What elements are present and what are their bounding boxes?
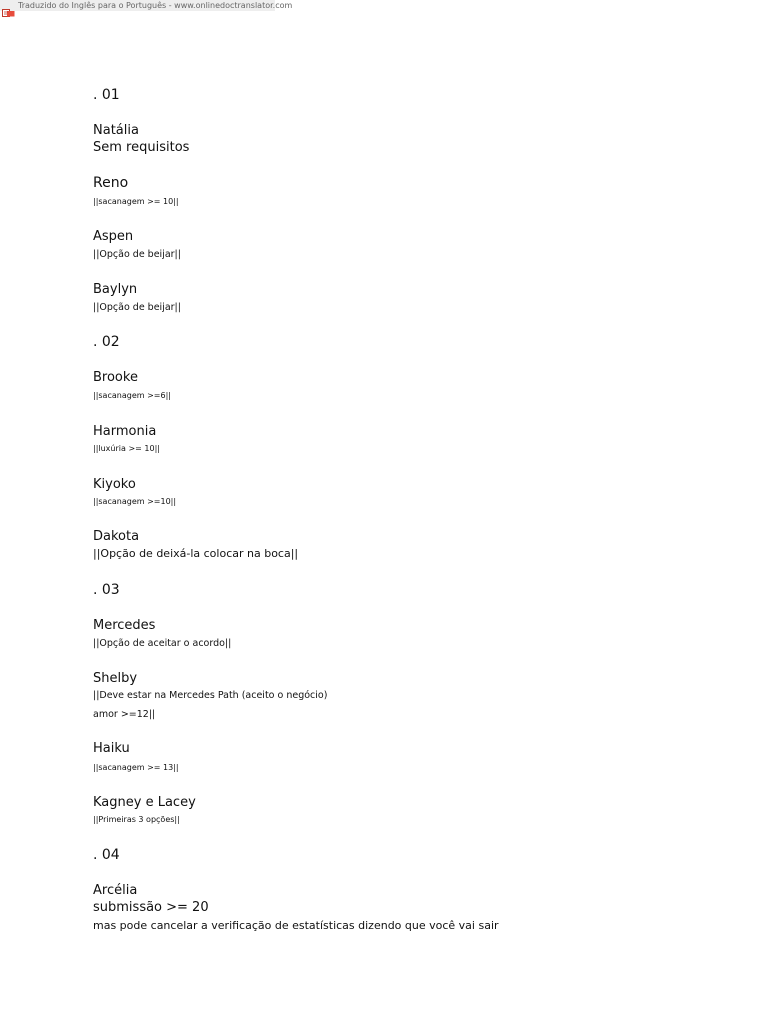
character-name-dakota: Dakota: [93, 529, 140, 544]
character-name-natalia: Natália: [93, 123, 139, 138]
requirement-text: amor >=12||: [93, 709, 156, 720]
section-heading-04: . 04: [93, 847, 120, 863]
requirement-text: ||Opção de beijar||: [93, 302, 181, 313]
character-name-shelby: Shelby: [93, 671, 138, 686]
document-translate-icon: [2, 2, 15, 10]
character-name-brooke: Brooke: [93, 370, 138, 385]
section-heading-03: . 03: [93, 582, 120, 598]
character-name-kagney-lacey: Kagney e Lacey: [93, 795, 196, 810]
requirement-text: ||luxúria >= 10||: [93, 444, 160, 453]
character-name-arcelia: Arcélia: [93, 883, 138, 898]
requirement-text: ||Deve estar na Mercedes Path (aceito o negócio): [93, 690, 328, 701]
requirement-text: ||sacanagem >= 13||: [93, 763, 179, 772]
requirement-text: ||Opção de aceitar o acordo||: [93, 638, 232, 649]
requirement-text: Sem requisitos: [93, 140, 190, 155]
character-name-mercedes: Mercedes: [93, 618, 156, 633]
character-name-haiku: Haiku: [93, 741, 130, 756]
requirement-text: ||Primeiras 3 opções||: [93, 815, 180, 824]
requirement-text: submissão >= 20: [93, 900, 209, 915]
translator-banner-text: Traduzido do Inglês para o Português - www.onlinedoctranslator.com: [18, 1, 293, 10]
character-name-kiyoko: Kiyoko: [93, 477, 136, 492]
character-name-baylyn: Baylyn: [93, 282, 138, 297]
character-name-harmonia: Harmonia: [93, 424, 157, 439]
requirement-text: ||sacanagem >=6||: [93, 391, 171, 400]
character-name-aspen: Aspen: [93, 229, 134, 244]
requirement-text: ||Opção de beijar||: [93, 249, 181, 260]
section-heading-01: . 01: [93, 87, 120, 103]
character-name-reno: Reno: [93, 175, 129, 191]
section-heading-02: . 02: [93, 334, 120, 350]
requirement-text: mas pode cancelar a verificação de estatísticas dizendo que você vai sair: [93, 919, 499, 932]
requirement-text: ||sacanagem >=10||: [93, 497, 177, 506]
requirement-text: ||Opção de deixá-la colocar na boca||: [93, 547, 299, 560]
requirement-text: ||sacanagem >= 10||: [93, 197, 179, 206]
translator-banner[interactable]: [0, 0, 293, 11]
